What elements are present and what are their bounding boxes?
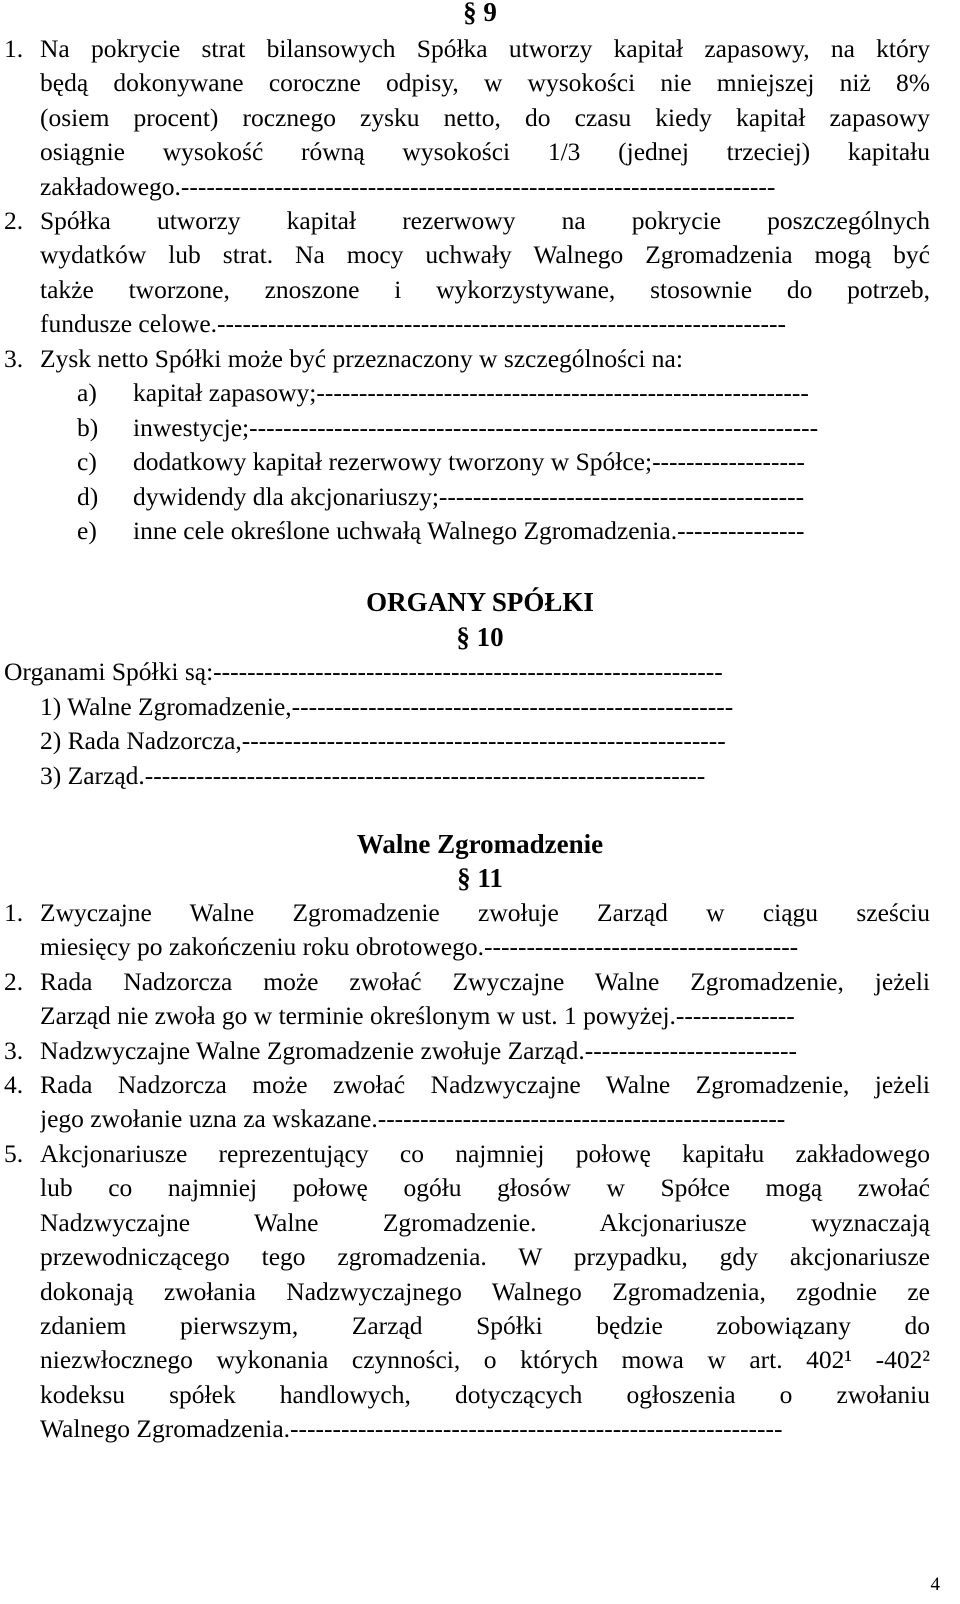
s11-paragraph-4 <box>40 1068 930 1137</box>
s11-p5-line: niezwłocznego wykonania czynności, o których mowa w art. 402¹ -402² <box>40 1345 930 1375</box>
s11-p5-line: lub co najmniej połowę ogółu głosów w Spółce mogą zwołać <box>40 1173 930 1203</box>
s9-p2-line: także tworzone, znoszone i wykorzystywane, stosownie do potrzeb, <box>40 274 930 304</box>
s11-paragraph-5 <box>40 1137 930 1447</box>
s9-item-letter: b) <box>77 413 99 442</box>
organ-item: 3) Zarząd.------------------------------------------------------------------ <box>40 761 706 790</box>
s11-p5-line: przewodniczącego tego zgromadzenia. W przypadku, gdy akcjonariusze <box>40 1242 930 1272</box>
s9-p2-line: fundusze celowe.------------------------------------------------------------------- <box>40 309 786 339</box>
s9-p2-line: wydatków lub strat. Na mocy uchwały Walnego Zgromadzenia mogą być <box>40 240 930 270</box>
s9-item-letter: e) <box>77 516 97 545</box>
organ-item: 1) Walne Zgromadzenie,---------------------------------------------------- <box>40 692 734 721</box>
s9-p3-text: Zysk netto Spółki może być przeznaczony w szczególności na: <box>40 344 683 373</box>
s11-p5-line: kodeksu spółek handlowych, dotyczących ogłoszenia o zwołaniu <box>40 1379 930 1409</box>
s11-p5-line: dokonają zwołania Nadzwyczajnego Walnego Zgromadzenia, zgodnie ze <box>40 1276 930 1306</box>
section-11-heading: § 11 <box>457 863 503 893</box>
s11-p5-line: Nadzwyczajne Walne Zgromadzenie. Akcjonariusze wyznaczają <box>40 1207 930 1237</box>
s11-p5-line: Walnego Zgromadzenia.---------------------------------------------------------- <box>40 1414 783 1444</box>
general-meeting-title: Walne Zgromadzenie <box>356 829 604 859</box>
organs-intro: Organami Spółki są:------------------------------------------------------------ <box>4 657 723 686</box>
s9-p1-line: zakładowego.---------------------------------------------------------------------- <box>40 171 776 201</box>
s9-p2-number: 2. <box>4 206 24 235</box>
s11-paragraph-1 <box>40 896 930 965</box>
s9-item-text: dodatkowy kapitał rezerwowy tworzony w Spółce;------------------ <box>133 447 805 476</box>
s11-p1-line: miesięcy po zakończeniu roku obrotowego.------------------------------------- <box>40 932 799 962</box>
s11-p4-number: 4. <box>4 1070 24 1099</box>
s9-p1-line: osiągnie wysokość równą wysokości 1/3 (jednej trzeciej) kapitału <box>40 137 930 167</box>
s9-item-text: inne cele określone uchwałą Walnego Zgromadzenia.--------------- <box>133 516 805 545</box>
s11-p5-number: 5. <box>4 1139 24 1168</box>
s11-p5-line: Akcjonariusze reprezentujący co najmniej połowę kapitału zakładowego <box>40 1139 930 1168</box>
s9-item-text: kapitał zapasowy;---------------------------------------------------------- <box>133 378 809 407</box>
s11-p4-line: jego zwołanie uzna za wskazane.------------------------------------------------ <box>40 1104 786 1134</box>
section-10-heading: § 10 <box>456 622 504 652</box>
s11-p2-number: 2. <box>4 967 24 996</box>
s11-p3-number: 3. <box>4 1036 24 1065</box>
s9-item-letter: a) <box>77 378 97 407</box>
s9-p1-line: (osiem procent) rocznego zysku netto, do czasu kiedy kapitał zapasowy <box>40 102 930 132</box>
s11-p5-line: zdaniem pierwszym, Zarząd Spółki będzie zobowiązany do <box>40 1311 930 1341</box>
s9-item-text: dywidendy dla akcjonariuszy;------------------------------------------- <box>133 482 805 511</box>
s9-item-letter: c) <box>77 447 97 476</box>
s9-p3-number: 3. <box>4 344 24 373</box>
s9-p1-line: będą dokonywane coroczne odpisy, w wysokości nie mniejszej niż 8% <box>40 68 930 98</box>
s11-p2-line: Rada Nadzorcza może zwołać Zwyczajne Walne Zgromadzenie, jeżeli <box>40 967 930 996</box>
s11-p2-line: Zarząd nie zwoła go w terminie określonym w ust. 1 powyżej.-------------- <box>40 1001 795 1031</box>
s9-paragraph-2 <box>40 204 930 342</box>
organs-title: ORGANY SPÓŁKI <box>366 587 594 617</box>
s9-item-text: inwestycje;------------------------------------------------------------------- <box>133 413 819 442</box>
page-number: 4 <box>930 1574 940 1595</box>
s11-paragraph-3 <box>40 1034 930 1068</box>
s11-p4-line: Rada Nadzorcza może zwołać Nadzwyczajne Walne Zgromadzenie, jeżeli <box>40 1070 930 1099</box>
s11-p1-number: 1. <box>4 898 24 927</box>
s11-p3-line: Nadzwyczajne Walne Zgromadzenie zwołuje Zarząd.------------------------- <box>40 1036 798 1065</box>
organ-item: 2) Rada Nadzorcza,--------------------------------------------------------- <box>40 726 726 755</box>
s9-paragraph-1 <box>40 32 930 204</box>
s11-p1-line: Zwyczajne Walne Zgromadzenie zwołuje Zarząd w ciągu sześciu <box>40 898 930 927</box>
s9-item-letter: d) <box>77 482 99 511</box>
section-9-heading: § 9 <box>463 0 497 27</box>
s9-p1-number: 1. <box>4 34 24 63</box>
s9-p2-line: Spółka utworzy kapitał rezerwowy na pokrycie poszczególnych <box>40 206 930 235</box>
s11-paragraph-2 <box>40 965 930 1034</box>
s9-p1-line: Na pokrycie strat bilansowych Spółka utworzy kapitał zapasowy, na który <box>40 34 930 63</box>
